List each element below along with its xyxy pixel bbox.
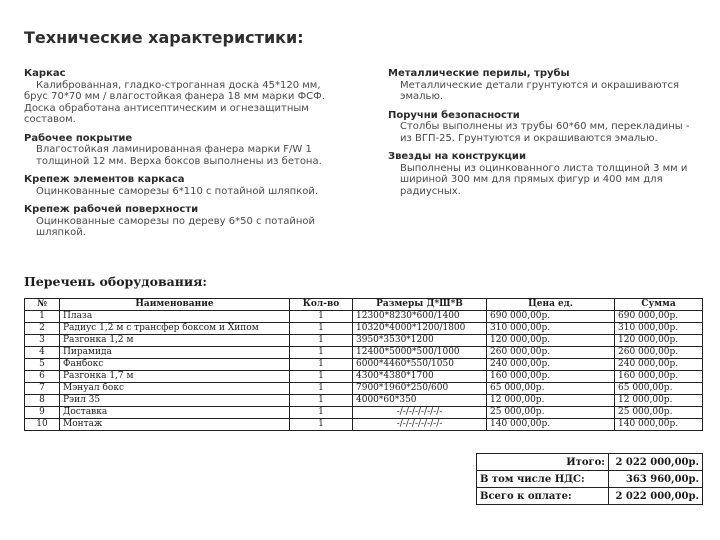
cell-dimensions: 12300*8230*600/1400 <box>353 311 487 323</box>
cell-dimensions: -/-/-/-/-/-/-/- <box>353 419 487 431</box>
spec-line: радиусных. <box>400 185 461 197</box>
table-row <box>25 383 703 395</box>
spec-line: толщиной 12 мм. Верха боксов выполнены из бетона. <box>36 155 322 167</box>
spec-line: Калиброванная, гладко-строганная доска 45*120 мм, <box>36 79 321 91</box>
cell-sum: 160 000,00р. <box>615 371 703 383</box>
vat-label: В том числе НДС: <box>477 471 609 488</box>
cell-dimensions: -/-/-/-/-/-/-/- <box>353 407 487 419</box>
cell-number: 2 <box>25 323 60 335</box>
cell-sum: 25 000,00р. <box>615 407 703 419</box>
spec-text <box>24 80 354 126</box>
cell-number: 10 <box>25 419 60 431</box>
cell-dimensions: 4300*4380*1700 <box>353 371 487 383</box>
cell-quantity: 1 <box>290 395 353 407</box>
vat-row <box>477 471 703 488</box>
cell-name: Рэил 35 <box>60 395 290 407</box>
spec-line: брус 70*70 мм / влагостойкая фанера 18 мм марки ФСФ. <box>24 91 325 102</box>
cell-quantity: 1 <box>290 371 353 383</box>
table-row <box>25 311 703 323</box>
cell-unit-price: 120 000,00р. <box>487 335 615 347</box>
cell-unit-price: 160 000,00р. <box>487 371 615 383</box>
cell-sum: 690 000,00р. <box>615 311 703 323</box>
table-row <box>25 395 703 407</box>
cell-quantity: 1 <box>290 323 353 335</box>
cell-dimensions: 3950*3530*1200 <box>353 335 487 347</box>
header-number: № <box>25 299 60 311</box>
cell-name: Плаза <box>60 311 290 323</box>
cell-name: Монтаж <box>60 419 290 431</box>
total-label: Итого: <box>477 454 609 471</box>
total-value: 2 022 000,00р. <box>609 454 703 471</box>
table-row <box>25 419 703 431</box>
spec-section-frame-fasteners <box>24 174 354 197</box>
cell-unit-price: 310 000,00р. <box>487 323 615 335</box>
cell-name: Радиус 1,2 м с трансфер боксом и Хипом <box>60 323 290 335</box>
cell-name: Фанбокс <box>60 359 290 371</box>
spec-section-handrails <box>388 110 698 145</box>
spec-heading: Каркас <box>24 68 66 79</box>
spec-line: Выполнены из оцинкованного листа толщиной 3 мм и <box>400 162 688 174</box>
cell-quantity: 1 <box>290 359 353 371</box>
spec-line: Оцинкованные саморезы по дереву 6*50 с потайной <box>36 215 315 227</box>
table-row <box>25 347 703 359</box>
grand-total-label: Всего к оплате: <box>477 488 609 505</box>
cell-quantity: 1 <box>290 347 353 359</box>
table-row <box>25 323 703 335</box>
cell-dimensions: 12400*5000*500/1000 <box>353 347 487 359</box>
cell-quantity: 1 <box>290 383 353 395</box>
cell-sum: 240 000,00р. <box>615 359 703 371</box>
spec-text <box>388 163 698 198</box>
page-title: Технические характеристики: <box>24 28 304 47</box>
cell-name: Доставка <box>60 407 290 419</box>
left-specs-column <box>24 68 354 246</box>
table-row <box>25 407 703 419</box>
cell-sum: 12 000,00р. <box>615 395 703 407</box>
spec-text <box>24 186 354 198</box>
header-name: Наименование <box>60 299 290 311</box>
cell-unit-price: 240 000,00р. <box>487 359 615 371</box>
table-row <box>25 359 703 371</box>
cell-number: 6 <box>25 371 60 383</box>
spec-section-surface-fasteners <box>24 204 354 239</box>
right-specs-column <box>388 68 698 204</box>
total-row <box>477 454 703 471</box>
cell-number: 8 <box>25 395 60 407</box>
spec-line: эмалью. <box>400 91 444 102</box>
spec-line: составом. <box>24 114 76 125</box>
grand-total-value: 2 022 000,00р. <box>609 488 703 505</box>
vat-value: 363 960,00р. <box>609 471 703 488</box>
cell-unit-price: 260 000,00р. <box>487 347 615 359</box>
cell-unit-price: 65 000,00р. <box>487 383 615 395</box>
equipment-title: Перечень оборудования: <box>24 274 208 289</box>
cell-number: 5 <box>25 359 60 371</box>
equipment-table <box>24 298 703 431</box>
cell-unit-price: 140 000,00р. <box>487 419 615 431</box>
cell-dimensions: 10320*4000*1200/1800 <box>353 323 487 335</box>
spec-text <box>24 216 354 239</box>
spec-section-railings <box>388 68 698 103</box>
header-dimensions: Размеры Д*Ш*В <box>353 299 487 311</box>
cell-number: 3 <box>25 335 60 347</box>
cell-number: 9 <box>25 407 60 419</box>
cell-quantity: 1 <box>290 335 353 347</box>
header-sum: Сумма <box>615 299 703 311</box>
header-unit-price: Цена ед. <box>487 299 615 311</box>
table-row <box>25 335 703 347</box>
spec-line: Доска обработана антисептическим и огнезащитным <box>24 102 309 114</box>
spec-heading: Поручни безопасности <box>388 109 520 121</box>
cell-dimensions: 7900*1960*250/600 <box>353 383 487 395</box>
table-header-row <box>25 299 703 311</box>
cell-unit-price: 690 000,00р. <box>487 311 615 323</box>
spec-text <box>388 80 698 103</box>
cell-unit-price: 25 000,00р. <box>487 407 615 419</box>
spec-text <box>388 121 698 144</box>
cell-number: 1 <box>25 311 60 323</box>
spec-text <box>24 144 354 167</box>
cell-name: Разгонка 1,2 м <box>60 335 290 347</box>
cell-name: Разгонка 1,7 м <box>60 371 290 383</box>
cell-dimensions: 6000*4460*550/1050 <box>353 359 487 371</box>
cell-quantity: 1 <box>290 407 353 419</box>
spec-line: Влагостойкая ламинированная фанера марки F/W 1 <box>36 144 312 155</box>
spec-section-stars <box>388 151 698 197</box>
spec-line: Столбы выполнены из трубы 60*60 мм, перекладины - <box>400 121 690 132</box>
cell-sum: 140 000,00р. <box>615 419 703 431</box>
cell-sum: 120 000,00р. <box>615 335 703 347</box>
spec-line: шириной 300 мм для прямых фигур и 400 мм для <box>400 174 663 185</box>
table-row <box>25 371 703 383</box>
spec-heading: Крепеж элементов каркаса <box>24 174 185 185</box>
cell-quantity: 1 <box>290 311 353 323</box>
cell-dimensions: 4000*60*350 <box>353 395 487 407</box>
spec-section-surface <box>24 133 354 168</box>
totals-table <box>476 453 703 505</box>
cell-unit-price: 12 000,00р. <box>487 395 615 407</box>
cell-quantity: 1 <box>290 419 353 431</box>
spec-heading: Звезды на конструкции <box>388 151 526 162</box>
cell-sum: 65 000,00р. <box>615 383 703 395</box>
spec-heading: Рабочее покрытие <box>24 132 133 144</box>
spec-heading: Металлические перилы, трубы <box>388 68 570 79</box>
cell-number: 4 <box>25 347 60 359</box>
cell-name: Мэнуал бокс <box>60 383 290 395</box>
cell-number: 7 <box>25 383 60 395</box>
cell-sum: 260 000,00р. <box>615 347 703 359</box>
spec-line: Металлические детали грунтуются и окрашиваются <box>400 79 680 91</box>
spec-line: шляпкой. <box>36 227 86 238</box>
cell-name: Пирамида <box>60 347 290 359</box>
header-quantity: Кол-во <box>290 299 353 311</box>
grand-total-row <box>477 488 703 505</box>
cell-sum: 310 000,00р. <box>615 323 703 335</box>
spec-heading: Крепеж рабочей поверхности <box>24 204 199 215</box>
spec-line: из ВГП-25. Грунтуются и окрашиваются эмалью. <box>400 132 658 144</box>
spec-section-frame <box>24 68 354 126</box>
spec-line: Оцинкованные саморезы 6*110 с потайной шляпкой. <box>36 185 319 197</box>
